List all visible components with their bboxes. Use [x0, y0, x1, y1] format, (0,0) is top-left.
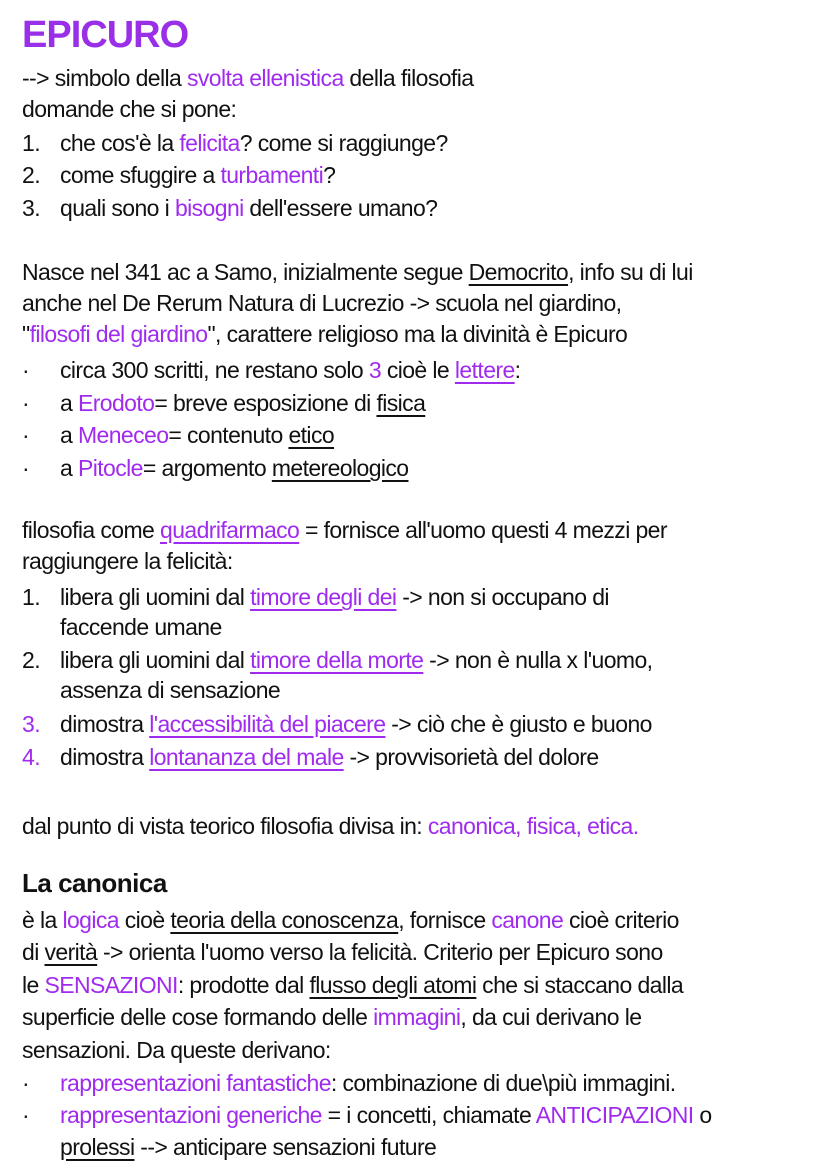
- highlighted-term: Erodoto: [77, 390, 155, 416]
- text-segment: -> ciò che è giusto e buono: [385, 711, 652, 737]
- text-segment: --> simbolo della: [22, 65, 187, 91]
- text-line: [60, 709, 652, 739]
- text-segment: -> non è nulla x l'uomo,: [423, 647, 653, 673]
- text-segment: che cos'è la: [60, 130, 180, 156]
- text-segment: assenza di sensazione: [60, 677, 281, 703]
- text-line: [22, 288, 621, 318]
- text-segment: cioè le: [381, 357, 455, 383]
- text-segment: raggiungere la felicità:: [22, 548, 233, 574]
- text-segment: dimostra: [60, 744, 150, 770]
- text-line: [22, 1035, 331, 1065]
- list-marker: 3.: [22, 195, 40, 221]
- text-segment: , info su di lui: [568, 259, 693, 285]
- text-line: [22, 63, 473, 93]
- text-line: [60, 388, 425, 418]
- highlighted-term: timore della morte: [250, 647, 424, 673]
- text-line: [22, 257, 693, 287]
- text-segment: o: [693, 1102, 712, 1128]
- text-segment: : combinazione di due\più immagini.: [330, 1070, 676, 1096]
- text-segment: superficie delle cose formando delle: [22, 1004, 374, 1030]
- text-segment: = contenuto: [168, 422, 289, 448]
- highlighted-term: svolta ellenistica: [186, 65, 344, 91]
- text-segment: come sfuggire a: [60, 162, 221, 188]
- text-line: [22, 970, 683, 1000]
- highlighted-term: lettere: [454, 357, 515, 383]
- highlighted-term: 3: [368, 357, 382, 383]
- text-line: [60, 1132, 436, 1162]
- highlighted-term: rappresentazioni fantastiche: [60, 1070, 331, 1096]
- highlighted-term: canone: [491, 907, 564, 933]
- text-line: [60, 742, 599, 772]
- list-marker: ·: [22, 422, 30, 448]
- text-line: [60, 160, 335, 190]
- list-marker: 4.: [22, 744, 40, 770]
- text-segment: domande che si pone:: [22, 96, 237, 122]
- text-line: [60, 612, 222, 642]
- text-segment: dimostra: [60, 711, 150, 737]
- text-line: [60, 355, 520, 385]
- text-line: [22, 546, 233, 576]
- list-marker: ·: [22, 357, 30, 383]
- text-segment: a: [60, 390, 78, 416]
- text-segment: -> non si occupano di: [396, 584, 609, 610]
- highlighted-term: lontananza del male: [149, 744, 344, 770]
- text-line: [22, 905, 679, 935]
- highlighted-term: immagini: [373, 1004, 461, 1030]
- text-segment: -> orienta l'uomo verso la felicità. Criterio per Epicuro sono: [97, 939, 663, 965]
- list-marker: ·: [22, 1102, 30, 1128]
- highlighted-term: canonica, fisica, etica.: [427, 813, 639, 839]
- highlighted-term: rappresentazioni generiche: [60, 1102, 322, 1128]
- text-segment: -> provvisorietà del dolore: [343, 744, 599, 770]
- text-segment: = fornisce all'uomo questi 4 mezzi per: [299, 517, 667, 543]
- document-title: EPICURO: [22, 14, 189, 56]
- text-line: [22, 515, 667, 545]
- text-segment: cioè criterio: [563, 907, 679, 933]
- text-line: [22, 811, 639, 841]
- text-line: [60, 675, 280, 705]
- text-segment: della filosofia: [343, 65, 474, 91]
- text-segment: è la: [22, 907, 63, 933]
- text-line: [22, 319, 627, 349]
- text-segment: di: [22, 939, 45, 965]
- text-segment: libera gli uomini dal: [60, 647, 251, 673]
- text-line: [60, 128, 448, 158]
- text-segment: circa 300 scritti, ne restano solo: [60, 357, 369, 383]
- highlighted-term: logica: [62, 907, 119, 933]
- text-segment: = i concetti, chiamate: [321, 1102, 536, 1128]
- text-line: [22, 94, 236, 124]
- text-line: [60, 1068, 676, 1098]
- text-segment: dal punto di vista teorico filosofia divisa in:: [22, 813, 428, 839]
- text-segment: filosofia come: [22, 517, 161, 543]
- text-segment: , da cui derivano le: [460, 1004, 642, 1030]
- underlined-term: teoria della conoscenza: [170, 907, 399, 933]
- text-segment: : prodotte dal: [177, 972, 310, 998]
- underlined-term: Democrito: [468, 259, 569, 285]
- text-segment: ?: [323, 162, 336, 188]
- list-marker: ·: [22, 455, 30, 481]
- text-line: [60, 193, 437, 223]
- underlined-term: etico: [288, 422, 335, 448]
- highlighted-term: bisogni: [174, 195, 244, 221]
- text-line: [60, 453, 408, 483]
- highlighted-term: felicita: [179, 130, 240, 156]
- highlighted-term: timore degli dei: [250, 584, 397, 610]
- text-segment: ": [22, 321, 30, 347]
- text-line: [60, 645, 652, 675]
- highlighted-term: ANTICIPAZIONI: [535, 1102, 694, 1128]
- list-marker: ·: [22, 390, 30, 416]
- text-line: [60, 1100, 712, 1130]
- highlighted-term: turbamenti: [220, 162, 324, 188]
- highlighted-term: filosofi del giardino: [29, 321, 208, 347]
- text-line: [60, 420, 334, 450]
- underlined-term: prolessi: [60, 1134, 135, 1160]
- text-segment: sensazioni. Da queste derivano:: [22, 1037, 331, 1063]
- text-segment: ? come si raggiunge?: [239, 130, 448, 156]
- text-segment: faccende umane: [60, 614, 222, 640]
- text-line: [60, 582, 609, 612]
- list-marker: 1.: [22, 130, 40, 156]
- text-segment: dell'essere umano?: [243, 195, 438, 221]
- list-marker: 1.: [22, 584, 40, 610]
- section-heading-canonica: La canonica: [22, 868, 167, 898]
- text-segment: Nasce nel 341 ac a Samo, inizialmente segue: [22, 259, 469, 285]
- text-segment: le: [22, 972, 45, 998]
- list-marker: ·: [22, 1070, 30, 1096]
- text-segment: :: [514, 357, 521, 383]
- text-segment: = breve esposizione di: [154, 390, 377, 416]
- highlighted-term: l'accessibilità del piacere: [149, 711, 386, 737]
- text-segment: --> anticipare sensazioni future: [134, 1134, 437, 1160]
- text-segment: libera gli uomini dal: [60, 584, 251, 610]
- highlighted-term: quadrifarmaco: [160, 517, 300, 543]
- underlined-term: fisica: [376, 390, 426, 416]
- list-marker: 2.: [22, 647, 40, 673]
- text-segment: , fornisce: [398, 907, 492, 933]
- list-marker: 3.: [22, 711, 40, 737]
- highlighted-term: SENSAZIONI: [44, 972, 178, 998]
- highlighted-term: Pitocle: [77, 455, 143, 481]
- underlined-term: flusso degli atomi: [309, 972, 477, 998]
- text-segment: ", carattere religioso ma la divinità è Epicuro: [207, 321, 628, 347]
- text-segment: = argomento: [142, 455, 272, 481]
- text-segment: cioè: [118, 907, 171, 933]
- text-segment: a: [60, 455, 78, 481]
- text-line: [22, 937, 663, 967]
- list-marker: 2.: [22, 162, 40, 188]
- text-segment: a: [60, 422, 78, 448]
- highlighted-term: Meneceo: [77, 422, 169, 448]
- text-segment: anche nel De Rerum Natura di Lucrezio -> scuola nel giardino,: [22, 290, 622, 316]
- text-segment: quali sono i: [60, 195, 175, 221]
- underlined-term: verità: [44, 939, 98, 965]
- text-line: [22, 1002, 641, 1032]
- text-segment: che si staccano dalla: [476, 972, 684, 998]
- underlined-term: metereologico: [271, 455, 409, 481]
